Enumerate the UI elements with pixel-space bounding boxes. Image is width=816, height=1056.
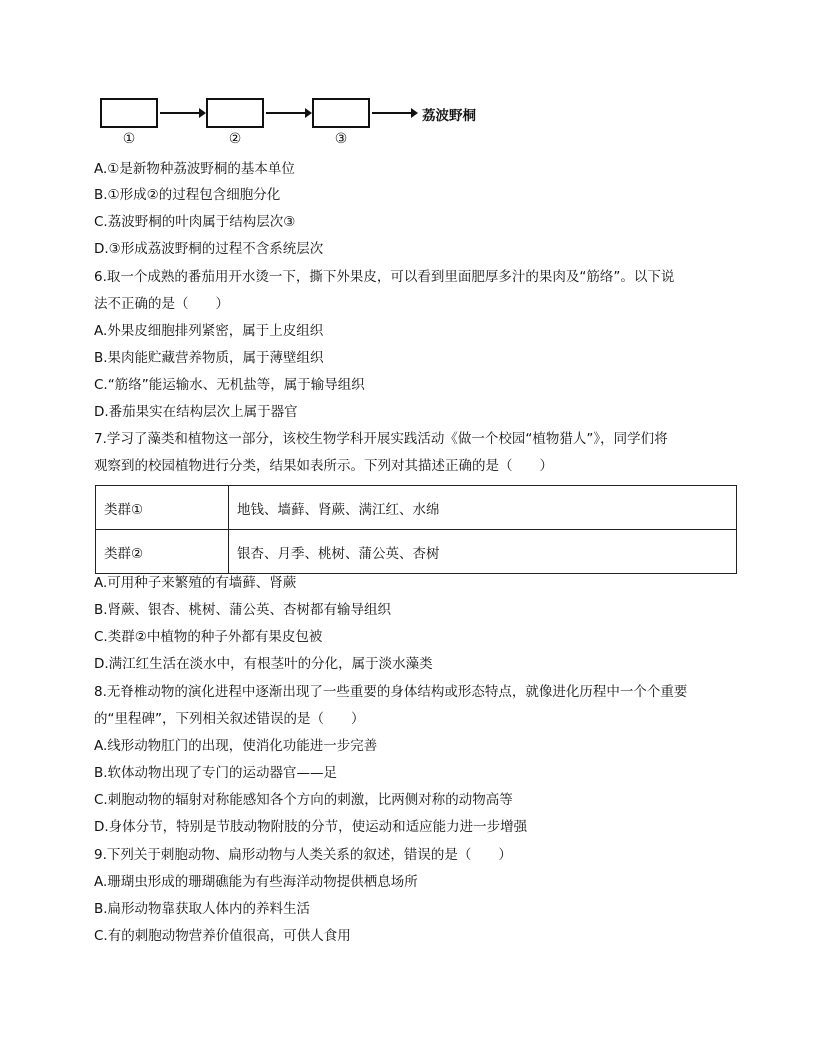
q5-option-d: D.③形成荔波野桐的过程不含系统层次 xyxy=(94,241,324,257)
stage-box-2 xyxy=(206,98,264,128)
development-flow-diagram xyxy=(98,96,498,152)
diagram-end-label: 荔波野桐 xyxy=(422,108,476,124)
plants-cell: 地钱、墙藓、肾蕨、满江红、水绵 xyxy=(229,486,737,530)
q8-option-c: C.刺胞动物的辐射对称能感知各个方向的刺激，比两侧对称的动物高等 xyxy=(94,792,513,808)
q8-stem-line2: 的“里程碑”，下列相关叙述错误的是（ ） xyxy=(94,711,365,727)
q6-option-d: D.番茄果实在结构层次上属于器官 xyxy=(94,404,298,420)
q7-stem-line1: 7.学习了藻类和植物这一部分，该校生物学科开展实践活动《做一个校园“植物猎人”》，同学们将 xyxy=(94,431,668,447)
q8-stem-line1: 8.无脊椎动物的演化进程中逐渐出现了一些重要的身体结构或形态特点，就像进化历程中一个个重要 xyxy=(94,684,688,700)
q6-option-b: B.果肉能贮藏营养物质，属于薄壁组织 xyxy=(94,350,324,366)
stage-label-2: ② xyxy=(228,131,242,147)
q7-stem-line2: 观察到的校园植物进行分类，结果如表所示。下列对其描述正确的是（ ） xyxy=(94,458,553,474)
flow-arrow-2 xyxy=(266,112,310,114)
q8-option-a: A.线形动物肛门的出现，使消化功能进一步完善 xyxy=(94,738,378,754)
q5-option-c: C.荔波野桐的叶肉属于结构层次③ xyxy=(94,214,296,230)
q6-stem-line1: 6.取一个成熟的番茄用开水烫一下，撕下外果皮，可以看到里面肥厚多汁的果肉及“筋络”。以下说 xyxy=(94,269,675,285)
table-row xyxy=(96,486,737,530)
table-row xyxy=(96,530,737,574)
plants-cell: 银杏、月季、桃树、蒲公英、杏树 xyxy=(229,530,737,574)
q5-option-a: A.①是新物种荔波野桐的基本单位 xyxy=(94,161,295,177)
q7-option-d: D.满江红生活在淡水中，有根茎叶的分化，属于淡水藻类 xyxy=(94,656,433,672)
q6-stem-line2: 法不正确的是（ ） xyxy=(94,296,229,312)
q9-option-c: C.有的刺胞动物营养价值很高，可供人食用 xyxy=(94,928,351,944)
plant-classification-table xyxy=(95,485,737,574)
q8-option-d: D.身体分节，特别是节肢动物附肢的分节，使运动和适应能力进一步增强 xyxy=(94,819,528,835)
stage-label-3: ③ xyxy=(334,131,348,147)
flow-arrow-3 xyxy=(372,112,416,114)
q6-option-a: A.外果皮细胞排列紧密，属于上皮组织 xyxy=(94,323,324,339)
q9-option-a: A.珊瑚虫形成的珊瑚礁能为有些海洋动物提供栖息场所 xyxy=(94,874,418,890)
q5-option-b: B.①形成②的过程包含细胞分化 xyxy=(94,187,281,203)
q7-option-a: A.可用种子来繁殖的有墙藓、肾蕨 xyxy=(94,575,297,591)
stage-box-3 xyxy=(312,98,370,128)
q6-option-c: C.“筋络”能运输水、无机盐等，属于输导组织 xyxy=(94,377,365,393)
q7-option-c: C.类群②中植物的种子外都有果皮包被 xyxy=(94,629,323,645)
stage-label-1: ① xyxy=(122,131,136,147)
q7-option-b: B.肾蕨、银杏、桃树、蒲公英、杏树都有输导组织 xyxy=(94,602,392,618)
q9-option-b: B.扁形动物靠获取人体内的养料生活 xyxy=(94,901,311,917)
q8-option-b: B.软体动物出现了专门的运动器官——足 xyxy=(94,765,338,781)
stage-box-1 xyxy=(100,98,158,128)
q9-stem: 9.下列关于刺胞动物、扁形动物与人类关系的叙述，错误的是（ ） xyxy=(94,847,512,863)
flow-arrow-1 xyxy=(160,112,204,114)
group-cell: 类群② xyxy=(96,530,229,574)
group-cell: 类群① xyxy=(96,486,229,530)
